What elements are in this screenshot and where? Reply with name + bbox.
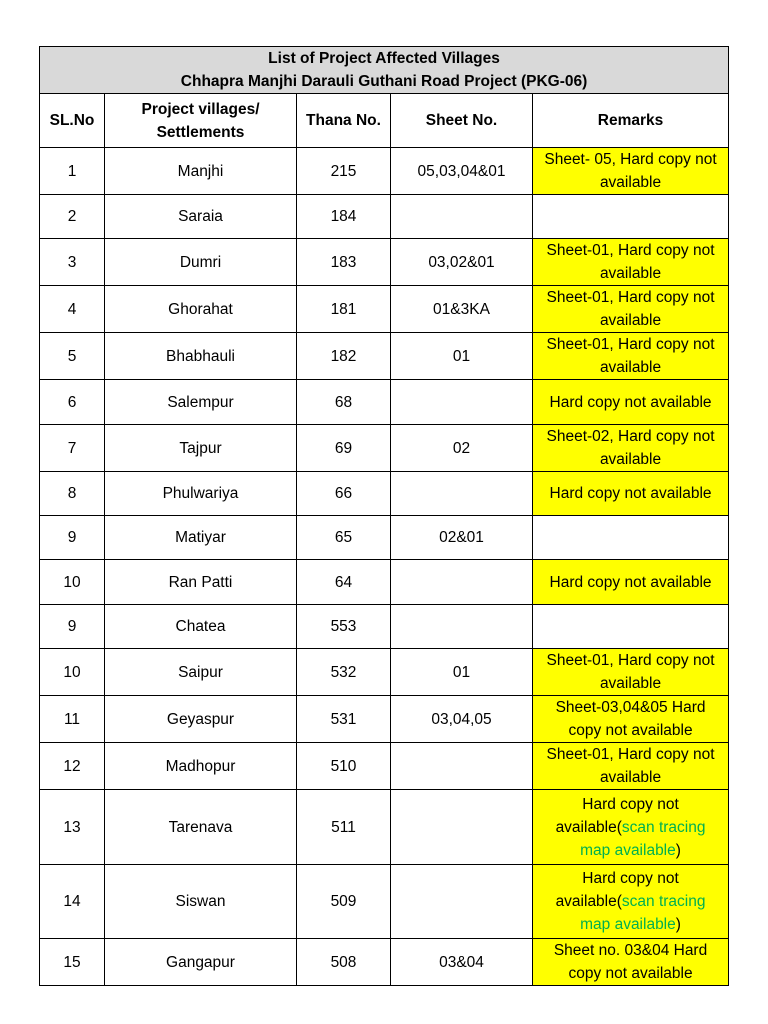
remark-text: available(: [555, 893, 622, 910]
remark-green-text: map available: [580, 841, 676, 859]
remark-line: Sheet-02, Hard copy not: [546, 428, 715, 445]
remark-line: copy not available: [568, 965, 693, 982]
cell-sl-no: 13: [40, 790, 105, 865]
remark-line: Sheet-01, Hard copy not: [546, 289, 715, 306]
cell-thana: 64: [297, 560, 391, 605]
remark-line: Hard copy not: [582, 870, 679, 887]
table-title: [40, 47, 729, 94]
cell-thana: 183: [297, 239, 391, 286]
cell-sl-no: 9: [40, 605, 105, 649]
header-thana: Thana No.: [297, 94, 391, 148]
header-village-line-2: Settlements: [156, 123, 245, 141]
cell-thana: 184: [297, 195, 391, 239]
cell-village: Saipur: [105, 649, 297, 696]
cell-village: Tajpur: [105, 425, 297, 472]
cell-village: Chatea: [105, 605, 297, 649]
cell-village: Dumri: [105, 239, 297, 286]
cell-village: Gangapur: [105, 939, 297, 986]
cell-thana: 508: [297, 939, 391, 986]
cell-sheet: 01&3KA: [391, 286, 533, 333]
cell-sl-no: 9: [40, 516, 105, 560]
cell-thana: 511: [297, 790, 391, 865]
cell-village: Tarenava: [105, 790, 297, 865]
table-row: [40, 333, 729, 380]
cell-remarks: [533, 239, 729, 286]
table-row: [40, 790, 729, 865]
cell-sl-no: 8: [40, 472, 105, 516]
remark-line: Hard copy not available: [549, 485, 712, 502]
cell-village: Ghorahat: [105, 286, 297, 333]
cell-sheet: 02: [391, 425, 533, 472]
cell-thana: 531: [297, 696, 391, 743]
cell-sheet: 03,02&01: [391, 239, 533, 286]
cell-sl-no: 15: [40, 939, 105, 986]
remark-line: available: [599, 359, 662, 376]
remark-line: Sheet no. 03&04 Hard: [553, 942, 708, 959]
cell-sl-no: 3: [40, 239, 105, 286]
cell-sheet: [391, 605, 533, 649]
cell-thana: 181: [297, 286, 391, 333]
cell-sl-no: 10: [40, 649, 105, 696]
cell-village: Bhabhauli: [105, 333, 297, 380]
cell-sl-no: 11: [40, 696, 105, 743]
remark-line: [536, 816, 725, 839]
remark-line: available: [599, 675, 662, 692]
table-row: [40, 516, 729, 560]
table-row: [40, 939, 729, 986]
table-row: [40, 286, 729, 333]
remark-line: [536, 890, 725, 913]
title-row: [40, 47, 729, 94]
cell-thana: 69: [297, 425, 391, 472]
title-line-2: Chhapra Manjhi Darauli Guthani Road Project (PKG-06): [180, 73, 588, 90]
cell-sheet: 03,04,05: [391, 696, 533, 743]
cell-sheet: 03&04: [391, 939, 533, 986]
remark-line: available: [599, 174, 662, 191]
cell-village: Matiyar: [105, 516, 297, 560]
remark-line: Sheet- 05, Hard copy not: [544, 151, 717, 168]
cell-thana: 532: [297, 649, 391, 696]
table-row: [40, 865, 729, 939]
cell-sheet: 02&01: [391, 516, 533, 560]
cell-remarks: [533, 148, 729, 195]
header-sl-no: SL.No: [40, 94, 105, 148]
cell-remarks: [533, 649, 729, 696]
cell-sheet: [391, 380, 533, 425]
cell-thana: 553: [297, 605, 391, 649]
cell-remarks: [533, 743, 729, 790]
cell-sheet: [391, 790, 533, 865]
remark-line: Sheet-01, Hard copy not: [546, 336, 715, 353]
remark-text: ): [675, 841, 681, 859]
cell-remarks: [533, 516, 729, 560]
cell-thana: 182: [297, 333, 391, 380]
remark-line: available: [599, 312, 662, 329]
cell-sheet: [391, 195, 533, 239]
cell-sheet: 01: [391, 333, 533, 380]
cell-village: Geyaspur: [105, 696, 297, 743]
header-village: [105, 94, 297, 148]
remark-text: available(: [555, 818, 622, 836]
cell-sl-no: 2: [40, 195, 105, 239]
cell-sheet: [391, 560, 533, 605]
remark-line: Sheet-01, Hard copy not: [546, 652, 715, 669]
cell-remarks: [533, 605, 729, 649]
cell-village: Salempur: [105, 380, 297, 425]
cell-village: Ran Patti: [105, 560, 297, 605]
remark-line: Sheet-03,04&05 Hard: [555, 699, 706, 716]
remark-line: Sheet-01, Hard copy not: [546, 746, 715, 763]
remark-text: ): [675, 916, 681, 933]
cell-remarks: [533, 696, 729, 743]
cell-sl-no: 14: [40, 865, 105, 939]
cell-village: Phulwariya: [105, 472, 297, 516]
remark-line: Hard copy not available: [549, 573, 712, 591]
table-row: [40, 743, 729, 790]
remark-line: Hard copy not available: [549, 393, 712, 411]
header-village-line-1: Project villages/: [141, 100, 260, 118]
villages-table: [39, 46, 729, 986]
table-row: [40, 195, 729, 239]
remark-line: [536, 913, 725, 936]
remark-line: available: [599, 451, 662, 468]
cell-sl-no: 1: [40, 148, 105, 195]
table-row: [40, 239, 729, 286]
remark-green-text: scan tracing: [621, 818, 706, 836]
remark-line: copy not available: [568, 722, 693, 739]
cell-remarks: [533, 790, 729, 865]
table-row: [40, 148, 729, 195]
cell-sl-no: 7: [40, 425, 105, 472]
cell-remarks: [533, 195, 729, 239]
cell-thana: 66: [297, 472, 391, 516]
title-line-1: List of Project Affected Villages: [268, 50, 500, 67]
cell-remarks: [533, 425, 729, 472]
cell-village: Saraia: [105, 195, 297, 239]
cell-sheet: 01: [391, 649, 533, 696]
table-row: [40, 425, 729, 472]
remark-green-text: scan tracing: [621, 893, 706, 910]
header-sheet: Sheet No.: [391, 94, 533, 148]
header-remarks: Remarks: [533, 94, 729, 148]
cell-remarks: [533, 380, 729, 425]
cell-remarks: [533, 939, 729, 986]
cell-remarks: [533, 286, 729, 333]
cell-remarks: [533, 865, 729, 939]
cell-sl-no: 5: [40, 333, 105, 380]
table-row: [40, 605, 729, 649]
cell-sl-no: 4: [40, 286, 105, 333]
table-row: [40, 472, 729, 516]
table-row: [40, 649, 729, 696]
cell-village: Manjhi: [105, 148, 297, 195]
cell-sheet: [391, 472, 533, 516]
cell-sheet: [391, 743, 533, 790]
cell-thana: 65: [297, 516, 391, 560]
cell-village: Siswan: [105, 865, 297, 939]
remark-line: [536, 839, 725, 862]
remark-line: available: [599, 265, 662, 282]
cell-sl-no: 12: [40, 743, 105, 790]
cell-thana: 509: [297, 865, 391, 939]
cell-sheet: [391, 865, 533, 939]
table-row: [40, 560, 729, 605]
remark-line: Sheet-01, Hard copy not: [546, 242, 715, 259]
table-body: [40, 148, 729, 986]
remark-green-text: map available: [580, 916, 676, 933]
cell-remarks: [533, 333, 729, 380]
cell-sheet: 05,03,04&01: [391, 148, 533, 195]
remark-line: available: [599, 769, 662, 786]
cell-thana: 68: [297, 380, 391, 425]
remark-line: Hard copy not: [582, 795, 679, 813]
header-row: [40, 94, 729, 148]
cell-sl-no: 6: [40, 380, 105, 425]
table-row: [40, 696, 729, 743]
cell-remarks: [533, 560, 729, 605]
table-row: [40, 380, 729, 425]
cell-sl-no: 10: [40, 560, 105, 605]
cell-thana: 215: [297, 148, 391, 195]
cell-village: Madhopur: [105, 743, 297, 790]
cell-remarks: [533, 472, 729, 516]
cell-thana: 510: [297, 743, 391, 790]
